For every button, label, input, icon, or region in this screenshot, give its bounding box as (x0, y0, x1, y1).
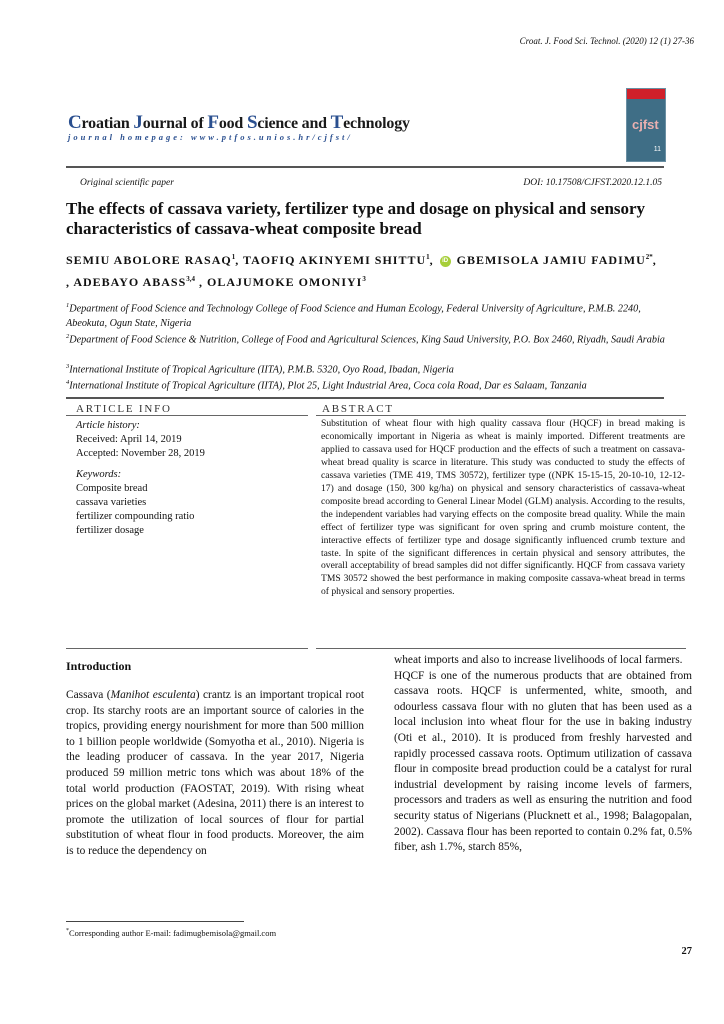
keyword-item: fertilizer dosage (76, 525, 144, 536)
author-name: , ADEBAYO ABASS (66, 275, 187, 289)
affiliation (66, 375, 670, 393)
body-paragraph: HQCF is one of the numerous products that are obtained from cassava roots. HQCF is unfermented, white, smooth, and odourless cassava flour with no gluten that has been used as a local inclusion into wheat flour for the use in baking industry (Oti et al., 2010). It is produced from freshly harvested and rapidly processed cassava roots. Optimum utilization of cassava flour in composite bread production could be a catalyst for rural industrial development by raising income levels of farmers, processors and traders as well as ensuring the nutrition and food security status of Nigerians (Plucknett et al., 1998; Balagopalan, 2002). Cassava flour has been reported to contain 0.2% fat, 0.5% fiber, ash 1.7%, starch 85%, (394, 669, 692, 854)
journal-title (68, 112, 410, 134)
abstract-text: Substitution of wheat flour with high quality cassava flour (HQCF) in bread making is economically important in Nigeria as wheat is mainly imported. Different treatments are applied to cassava used for HQCF production and the effects of such a treatment on cassava-wheat bread quality is scarce in literature. This study was conducted to study the effects of cassava varieties (TME 419, TMS 30572), fertilizer type ((NPK 15-15-15, 20-10-10, 12-12-17) and dosage (150, 300 kg/ha) on physical and sensory characteristics of cassava-wheat composite bread according to General Linear Model (GLM) analysis. According to the results, the independent variables had varying effects on the composite bread quality. While the main effect of fertilizer type was significant for oven spring and crumb moisture content, the interactive effects of fertilizer type and dosage significantly influenced crumb texture and taste. In spite of the significant differences in certain physical and sensory attributes, the overall acceptability of bread samples did not differ significantly. HQCF from cassava variety TMS 30572 showed the best performance in making composite cassava-wheat bread in terms of physical and sensory properties. (321, 418, 685, 598)
affiliation-mark: 4 (66, 379, 70, 386)
journal-title-part: cience and (257, 115, 331, 132)
paper-title: The effects of cassava variety, fertilizer type and dosage on physical and sensory characteristics of cassava-wheat composite bread (66, 199, 646, 238)
author-affil-mark: 2* (645, 253, 653, 261)
footnote (66, 928, 276, 938)
author-name: , TAOFIQ AKINYEMI SHITTU (235, 253, 427, 267)
author-affil-mark: 3,4 (186, 275, 196, 283)
accepted-date: Accepted: November 28, 2019 (76, 448, 205, 459)
cover-issue-number: 11 (653, 146, 661, 153)
affiliation (66, 298, 670, 331)
article-info-heading: ARTICLE INFO (76, 403, 172, 415)
affiliation-text: Department of Food Science & Nutrition, College of Food and Agricultural Sciences, King Saud University, P.O. Box 2460, Riyadh, Saudi Arabia (69, 334, 665, 346)
keyword-item: fertilizer compounding ratio (76, 511, 195, 522)
affiliation-text: International Institute of Tropical Agriculture (IITA), P.M.B. 5320, Oyo Road, Ibadan, Nigeria (69, 364, 454, 376)
body-text: ) crantz is an important tropical root crop. Its starchy roots are an important source of calories in the tropics, providing energy nourishment for more than 500 million to 1 billion people worldwide (Somyotha et al., 2010). Nigeria is the leading producer of cassava. In the year 2017, Nigeria produced 59 million metric tons which was about 18% of the total world production (FAOSTAT, 2019). With rising wheat prices on the global market (Adesina, 2011) there is an interest to promote the utilization of local sources of flour for partial substitution of wheat flour in food products. Moreover, the aim is to reduce the dependency on (66, 689, 365, 857)
doi: DOI: 10.17508/CJFST.2020.12.1.05 (523, 178, 662, 188)
journal-title-initial: F (207, 112, 219, 133)
affiliation (66, 329, 670, 347)
body-column-left (66, 688, 364, 860)
paper-type: Original scientific paper (80, 178, 174, 188)
journal-cover-image (626, 88, 666, 162)
keyword-item: cassava varieties (76, 497, 147, 508)
affiliation-mark: 3 (66, 363, 70, 370)
journal-title-part: ournal of (142, 115, 208, 132)
cover-logo-text: cjfst (632, 117, 659, 132)
footnote-mark: * (66, 928, 69, 935)
cover-stripe (627, 89, 665, 99)
footnote-rule (66, 921, 244, 922)
affiliation-text: Department of Food Science and Technology College of Food Science and Human Ecology, Federal University of Agriculture, P.M.B. 2240, Abeokuta, Ogun State, Nigeria (66, 303, 641, 330)
journal-title-initial: J (133, 112, 143, 133)
orcid-icon[interactable]: iD (440, 256, 451, 267)
keywords-label: Keywords: (76, 469, 122, 480)
journal-homepage: journal homepage: www.ptfos.unios.hr/cjfst/ (68, 132, 353, 142)
journal-title-initial: T (330, 112, 344, 133)
section-heading-introduction: Introduction (66, 659, 132, 673)
author-name: , OLAJUMOKE OMONIYI (195, 275, 363, 289)
affiliation-mark: 1 (66, 302, 70, 309)
author-affil-mark: 3 (362, 275, 366, 283)
journal-title-initial: S (246, 112, 258, 133)
body-column-right (394, 653, 692, 856)
affiliation-rule (66, 397, 664, 399)
body-paragraph: wheat imports and also to increase livelihoods of local farmers. (394, 654, 683, 666)
journal-title-part: ood (218, 115, 247, 132)
journal-title-part: echnology (343, 115, 410, 132)
journal-title-initial: C (68, 112, 82, 133)
author-affil-mark: 1 (426, 253, 430, 261)
history-label: Article history: (76, 420, 140, 431)
author-affil-mark: 1 (231, 253, 236, 261)
author-name: GBEMISOLA JAMIU FADIMU (452, 253, 646, 267)
species-name: Manihot esculenta (110, 689, 196, 701)
affiliation-text: International Institute of Tropical Agriculture (IITA), Plot 25, Light Industrial Area, Coca cola Road, Dar es Salaam, Tanzania (69, 380, 587, 392)
journal-title-part: roatian (81, 115, 134, 132)
footnote-text: Corresponding author E-mail: fadimugbemisola@gmail.com (69, 928, 277, 938)
author-list: SEMIU ABOLORE RASAQ$^1$, TAOFIQ AKINYEMI SHITTU$^1$, iD GBEMISOLA JAMIU $FADIMU^{2*}$, , ADEBAYO ABASS$^{3,4}$ , OLAJUMOKE OMONIYI$^3$ (66, 253, 657, 289)
affiliation-mark: 2 (66, 333, 70, 340)
received-date: Received: April 14, 2019 (76, 434, 182, 445)
abstract-heading: ABSTRACT (322, 403, 394, 415)
author-name: SEMIU ABOLORE RASAQ (66, 253, 232, 267)
journal-citation: Croat. J. Food Sci. Technol. (2020) 12 (1) 27-36 (519, 36, 694, 46)
page-number: 27 (681, 946, 692, 957)
keyword-item: Composite bread (76, 483, 148, 494)
header-rule (66, 166, 664, 168)
body-text: Cassava ( (66, 689, 111, 701)
